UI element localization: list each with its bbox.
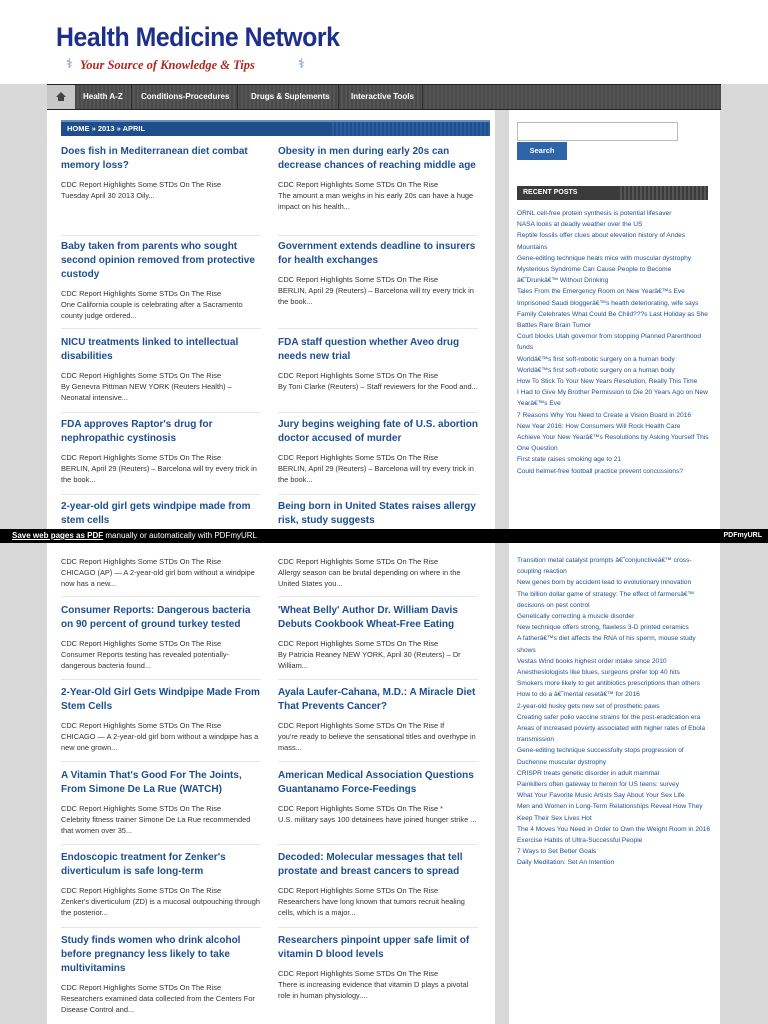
- recent-post-link[interactable]: Exercise Habits of Ultra-Successful People: [517, 837, 643, 845]
- article-source: CDC Report Highlights Some STDs On The Rise: [61, 639, 222, 648]
- article-item: [278, 604, 478, 671]
- breadcrumb-text[interactable]: HOME » 2013 » APRIL: [67, 124, 146, 133]
- recent-post-link[interactable]: Worldâ€™s first soft-robotic surgery on a human body: [517, 355, 675, 363]
- recent-post-link[interactable]: 7 Ways to Set Better Goals: [517, 848, 597, 856]
- recent-post-link[interactable]: CRISPR treats genetic disorder in adult mammal: [517, 769, 660, 777]
- article-excerpt: The amount a man weighs in his early 20s can have a huge impact on his health...: [278, 191, 474, 211]
- save-pdf-link[interactable]: Save web pages as PDF: [12, 531, 104, 540]
- article-item: [278, 769, 478, 825]
- article-title[interactable]: Baby taken from parents who sought second opinion removed from protective custody: [61, 241, 255, 280]
- recent-post-link[interactable]: 2-year-old husky gets new set of prosthetic paws: [517, 702, 660, 710]
- pdf-banner-text: manually or automatically with PDFmyURL: [103, 531, 257, 540]
- recent-posts-list: [517, 208, 711, 477]
- site-title[interactable]: Health Medicine Network: [56, 22, 340, 52]
- nav-item-interactive-tools[interactable]: Interactive Tools: [343, 85, 423, 109]
- article-title[interactable]: Government extends deadline to insurers for health exchanges: [278, 241, 476, 266]
- recent-post-link[interactable]: Painkillers often gateway to heroin for US teens: survey: [517, 781, 679, 789]
- article-excerpt: There is increasing evidence that vitamin D plays a pivotal role in human physiology....: [278, 980, 469, 1000]
- article-item: [61, 604, 261, 671]
- article-excerpt: Zenker's diverticulum (ZD) is a mucosal outpouching through the posterior...: [61, 897, 260, 917]
- caduceus-icon: ⚕: [298, 56, 306, 71]
- article-title[interactable]: Obesity in men during early 20s can decrease chances of reaching middle age: [278, 146, 476, 171]
- recent-post-link[interactable]: NASA looks at deadly weather over the US: [517, 221, 643, 229]
- article-item: [61, 934, 261, 1015]
- article-title[interactable]: Jury begins weighing fate of U.S. abortion doctor accused of murder: [278, 419, 479, 444]
- site-header: [0, 0, 768, 84]
- main-nav: [47, 84, 721, 110]
- recent-post-link[interactable]: Court blocks Utah governor from stopping Planned Parenthood funds: [517, 333, 702, 352]
- recent-post-link[interactable]: The 4 Moves You Need in Order to Own the Weight Room in 2016: [517, 825, 711, 833]
- divider: [278, 235, 478, 236]
- article-excerpt: you're ready to believe the sensational titles and overhype in mass...: [278, 732, 476, 752]
- recent-post-link[interactable]: Could helmet-free football practice prevent concussions?: [517, 467, 684, 475]
- article-item: [278, 240, 478, 307]
- article-item: [278, 851, 478, 918]
- recent-post-link[interactable]: Vestas Wind books highest order intake since 2010: [517, 657, 667, 665]
- article-source: CDC Report Highlights Some STDs On The Rise If: [278, 721, 445, 730]
- search-button[interactable]: Search: [517, 142, 567, 160]
- recent-post-link[interactable]: Smokers more likely to get antibiotics prescriptions than others: [517, 680, 700, 688]
- recent-post-link[interactable]: How To Stick To Your New Years Resolution, Really This Time: [517, 378, 698, 386]
- breadcrumb: [61, 120, 490, 136]
- recent-post-link[interactable]: Worldâ€™s first soft-robotic surgery on a human body: [517, 366, 675, 374]
- divider: [61, 596, 261, 597]
- divider: [278, 412, 478, 413]
- article-item: [61, 336, 261, 403]
- article-excerpt: By Genevra Pittman NEW YORK (Reuters Health) – Neonatal intensive...: [61, 382, 232, 402]
- article-source: CDC Report Highlights Some STDs On The Rise: [278, 886, 439, 895]
- article-title[interactable]: 2-year-old girl gets windpipe made from stem cells: [61, 501, 251, 526]
- article-excerpt: By Toni Clarke (Reuters) – Staff reviewers for the Food and...: [278, 382, 478, 391]
- pdf-banner: [0, 529, 768, 543]
- site-tagline: Your Source of Knowledge & Tips: [80, 58, 255, 72]
- article-title[interactable]: NICU treatments linked to intellectual disabilities: [61, 337, 239, 362]
- recent-post-link[interactable]: Imprisoned Saudi bloggerâ€™s health deteriorating, wife says: [517, 299, 699, 307]
- article-source: CDC Report Highlights Some STDs On The Rise: [61, 180, 222, 189]
- divider: [278, 328, 478, 329]
- article-title[interactable]: Study finds women who drink alcohol before pregnancy less likely to take multivitamins: [61, 935, 241, 974]
- divider: [61, 679, 261, 680]
- article-source: CDC Report Highlights Some STDs On The Rise: [61, 557, 222, 566]
- recent-post-link[interactable]: Creating safer polio vaccine strains for the post-eradication era: [517, 713, 701, 721]
- article-title[interactable]: 'Wheat Belly' Author Dr. William Davis Debuts Cookbook Wheat-Free Eating: [278, 605, 458, 630]
- article-source: CDC Report Highlights Some STDs On The Rise: [278, 557, 439, 566]
- recent-post-link[interactable]: Anesthesiologists like blues, surgeons prefer top 40 hits: [517, 669, 680, 677]
- article-title[interactable]: FDA approves Raptor's drug for nephropathic cystinosis: [61, 419, 213, 444]
- article-excerpt: CHICAGO (AP) — A 2-year-old girl born without a windpipe now has a new...: [61, 568, 255, 588]
- recent-post-link[interactable]: The billion dollar game of strategy: The effect of farmersâ€™ decisions on pest control: [517, 590, 695, 609]
- divider: [61, 412, 261, 413]
- article-item: [278, 336, 478, 392]
- article-item: [278, 556, 478, 589]
- article-source: CDC Report Highlights Some STDs On The Rise: [278, 180, 439, 189]
- article-source: CDC Report Highlights Some STDs On The Rise: [61, 453, 222, 462]
- article-item: [61, 240, 261, 321]
- recent-post-link[interactable]: 7 Reasons Why You Need to Create a Vision Board in 2016: [517, 411, 691, 419]
- article-excerpt: BERLIN, April 29 (Reuters) – Barcelona will try every trick in the book...: [278, 464, 474, 484]
- article-source: CDC Report Highlights Some STDs On The Rise *: [278, 804, 443, 813]
- recent-post-link[interactable]: Mysterious Syndrome Can Cause People to Become â€˜Drunkâ€™ Without Drinking: [517, 266, 672, 285]
- article-source: CDC Report Highlights Some STDs On The Rise: [61, 886, 222, 895]
- recent-post-link[interactable]: Areas of increased poverty associated with higher rates of Ebola transmission: [517, 725, 706, 744]
- recent-post-link[interactable]: Gene-editing technique heals mice with muscular dystrophy: [517, 254, 692, 262]
- recent-post-link[interactable]: ORNL cell-free protein synthesis is potential lifesaver: [517, 210, 672, 217]
- article-title[interactable]: FDA staff question whether Aveo drug needs new trial: [278, 337, 460, 362]
- search-input[interactable]: [517, 122, 678, 141]
- recent-posts-list: [517, 555, 711, 869]
- article-source: CDC Report Highlights Some STDs On The Rise: [278, 371, 439, 380]
- article-title[interactable]: Consumer Reports: Dangerous bacteria on 90 percent of ground turkey tested: [61, 605, 251, 630]
- divider: [278, 494, 478, 495]
- recent-post-link[interactable]: New technique offers strong, flawless 3-D printed ceramics: [517, 624, 689, 632]
- article-item: [278, 418, 478, 485]
- divider: [278, 596, 478, 597]
- article-excerpt: CHICAGO — A 2-year-old girl born without a windpipe has a new one grown...: [61, 732, 259, 752]
- article-excerpt: BERLIN, April 29 (Reuters) – Barcelona will try every trick in the book...: [278, 286, 474, 306]
- recent-post-link[interactable]: Men and Women in Long-Term Relationships Reveal How They Keep Their Sex Lives Hot: [517, 803, 703, 822]
- divider: [278, 679, 478, 680]
- divider: [278, 844, 478, 845]
- divider: [61, 927, 261, 928]
- article-title[interactable]: 2-Year-Old Girl Gets Windpipe Made From Stem Cells: [61, 687, 260, 712]
- article-source: CDC Report Highlights Some STDs On The Rise: [278, 969, 439, 978]
- recent-post-link[interactable]: Family Celebrates What Could Be Child???s Last Holiday as She Battles Rare Brain Tumor: [517, 310, 708, 330]
- article-item: [61, 769, 261, 836]
- article-excerpt: Tuesday April 30 2013 Oily...: [61, 191, 155, 200]
- recent-post-link[interactable]: Tales From the Emergency Room on New Yearâ€™s Eve: [517, 288, 685, 296]
- article-excerpt: Researchers examined data collected from the Centers For Disease Control and...: [61, 994, 255, 1014]
- divider: [61, 494, 261, 495]
- recent-post-link[interactable]: Gene-editing technique successfully stops progression of Duchenne muscular dystrophy: [517, 747, 684, 766]
- article-item: [61, 686, 261, 753]
- recent-post-link[interactable]: Achieve Your New Yearâ€™s Resolutions by Asking Yourself This One Question: [517, 434, 709, 453]
- pdfmyurl-logo[interactable]: PDFmyURL: [723, 532, 762, 539]
- article-source: CDC Report Highlights Some STDs On The Rise: [61, 371, 222, 380]
- article-item: [61, 145, 261, 201]
- recent-post-link[interactable]: First state raises smoking age to 21: [517, 456, 622, 464]
- divider: [61, 328, 261, 329]
- article-excerpt: By Patricia Reaney NEW YORK, April 30 (Reuters) – Dr William...: [278, 650, 461, 670]
- article-excerpt: Researchers have long known that tumors recruit healing cells, which is a major...: [278, 897, 465, 917]
- article-title[interactable]: Decoded: Molecular messages that tell prostate and breast cancers to spread: [278, 852, 463, 877]
- recent-post-link[interactable]: Reptile fossils offer clues about elevation history of Andes Mountains: [517, 232, 686, 251]
- recent-post-link[interactable]: What Your Favorite Music Artists Say About Your Sex Life: [517, 792, 685, 800]
- nav-home[interactable]: [47, 85, 75, 109]
- article-excerpt: One California couple is celebrating after a Sacramento county judge ordered...: [61, 300, 243, 320]
- main-content: [47, 110, 495, 1024]
- divider: [278, 927, 478, 928]
- recent-post-link[interactable]: New genes born by accident lead to evolutionary innovation: [517, 579, 692, 587]
- article-source: CDC Report Highlights Some STDs On The Rise: [278, 639, 439, 648]
- article-item: [278, 934, 478, 1001]
- sidebar: [509, 110, 720, 1024]
- article-excerpt: U.S. military says 100 detainees have joined hunger strike ...: [278, 815, 477, 824]
- article-title[interactable]: Ayala Laufer-Cahana, M.D.: A Miracle Diet That Prevents Cancer?: [278, 687, 476, 712]
- article-excerpt: Allergy season can be brutal depending on where in the United States you...: [278, 568, 461, 588]
- article-item: [61, 851, 261, 918]
- article-excerpt: BERLIN, April 29 (Reuters) – Barcelona will try every trick in the book...: [61, 464, 257, 484]
- article-source: CDC Report Highlights Some STDs On The Rise: [278, 275, 439, 284]
- nav-item-health-a-z[interactable]: Health A-Z: [75, 85, 132, 109]
- article-title[interactable]: Does fish in Mediterranean diet combat memory loss?: [61, 146, 248, 171]
- article-excerpt: Consumer Reports testing has revealed potentially-dangerous bacteria found...: [61, 650, 230, 670]
- article-source: CDC Report Highlights Some STDs On The Rise: [61, 721, 222, 730]
- article-title[interactable]: American Medical Association Questions Guantanamo Force-Feedings: [278, 770, 474, 795]
- recent-post-link[interactable]: I Had to Give My Brother Permission to Die 20 Years Ago on New Yearâ€™s Eve: [517, 389, 708, 408]
- recent-post-link[interactable]: A fatherâ€™s diet affects the RNA of his sperm, mouse study shows: [517, 635, 696, 654]
- article-source: CDC Report Highlights Some STDs On The Rise: [278, 453, 439, 462]
- article-source: CDC Report Highlights Some STDs On The Rise: [61, 804, 222, 813]
- recent-post-link[interactable]: New Year 2016: How Consumers Will Rock Health Care: [517, 422, 681, 430]
- home-icon: [56, 92, 66, 102]
- divider: [61, 235, 261, 236]
- divider: [61, 761, 261, 762]
- nav-item-drugs-supplements[interactable]: Drugs & Suplements: [243, 85, 339, 109]
- divider: [278, 761, 478, 762]
- article-item: [61, 556, 261, 589]
- heading-decoration: [618, 186, 708, 200]
- recent-post-link[interactable]: Genetically correcting a muscle disorder: [517, 613, 635, 621]
- breadcrumb-decoration: [330, 122, 490, 136]
- divider: [61, 844, 261, 845]
- recent-post-link[interactable]: How to do a â€˜mental resetâ€™ for 2016: [517, 691, 640, 699]
- recent-posts-title: RECENT POSTS: [523, 189, 578, 196]
- article-title[interactable]: A Vitamin That's Good For The Joints, From Simone De La Rue (WATCH): [61, 770, 242, 795]
- recent-posts-heading: [517, 186, 708, 200]
- article-title[interactable]: Researchers pinpoint upper safe limit of vitamin D blood levels: [278, 935, 470, 960]
- article-excerpt: Celebrity fitness trainer Simone De La Rue recommended that women over 35...: [61, 815, 251, 835]
- recent-post-link[interactable]: Daily Meditation: Set An Intention: [517, 859, 615, 867]
- nav-item-conditions-procedures[interactable]: Conditions-Procedures: [133, 85, 238, 109]
- recent-post-link[interactable]: Transition metal catalyst prompts â€˜conjunctiveâ€™ cross-coupling reaction: [517, 557, 692, 576]
- article-title[interactable]: Being born in United States raises allergy risk, study suggests: [278, 501, 476, 526]
- article-source: CDC Report Highlights Some STDs On The Rise: [61, 289, 222, 298]
- article-item: [61, 418, 261, 485]
- article-item: [278, 686, 478, 753]
- article-item: [278, 145, 478, 212]
- caduceus-icon: ⚕: [66, 56, 74, 71]
- article-title[interactable]: Endoscopic treatment for Zenker's diverticulum is safe long-term: [61, 852, 226, 877]
- article-source: CDC Report Highlights Some STDs On The Rise: [61, 983, 222, 992]
